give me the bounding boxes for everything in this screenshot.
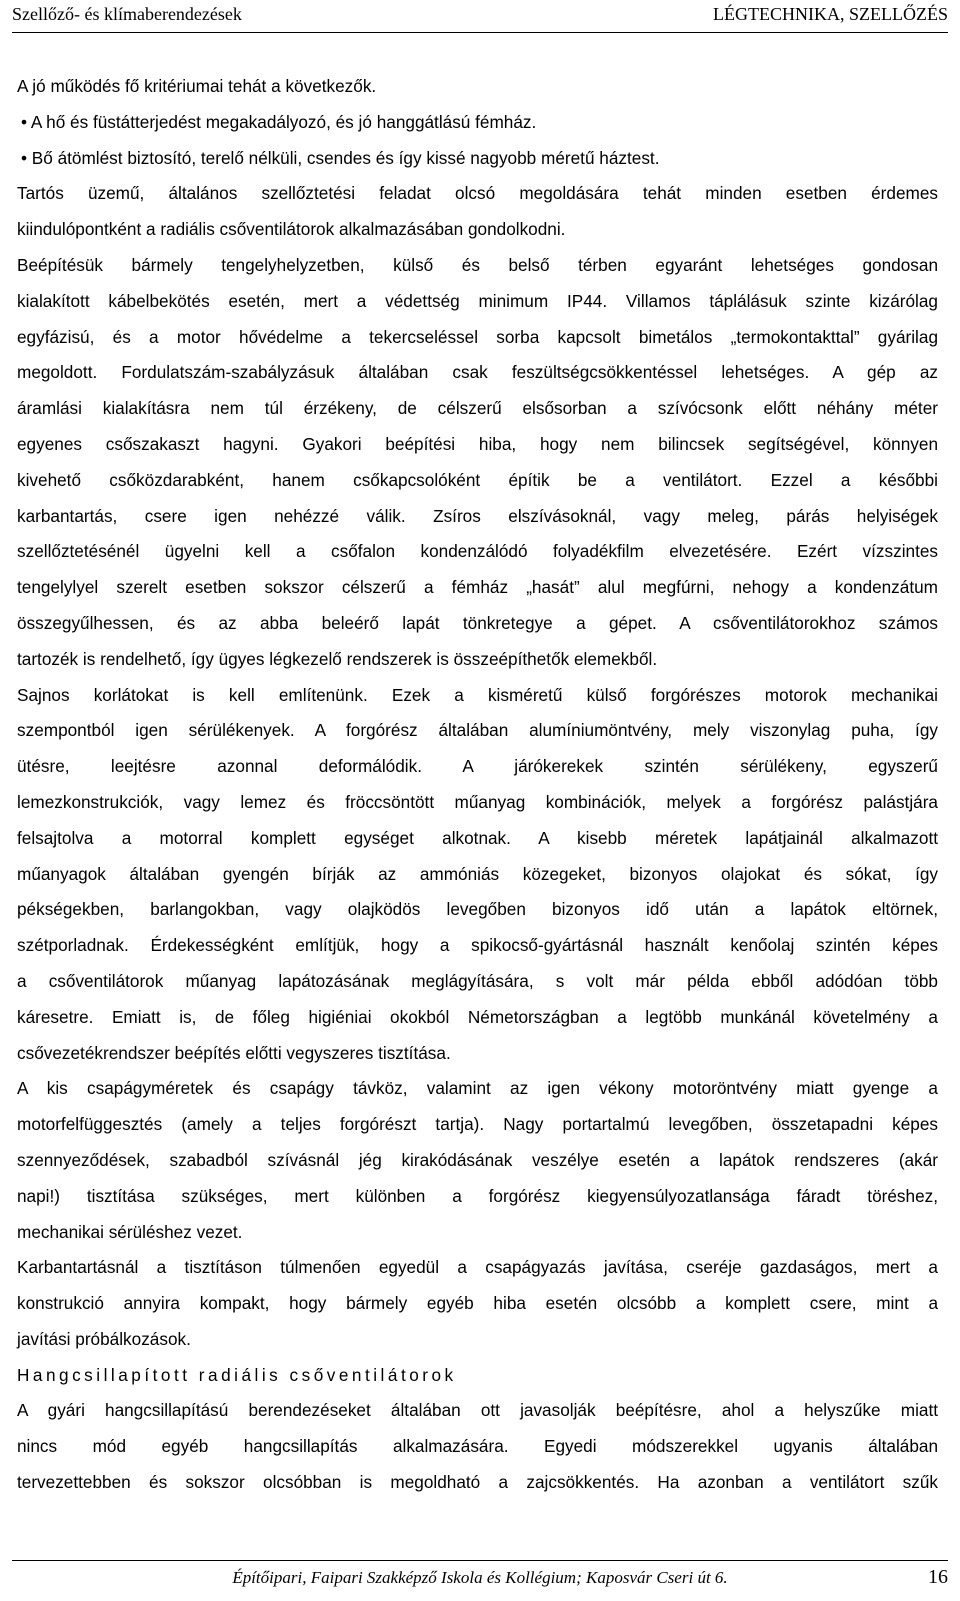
body-line: megoldott. Fordulatszám-szabályzásuk általában csak feszültségcsökkentéssel lehetséges. A gép az (17, 362, 938, 383)
body-line: nincs mód egyéb hangcsillapítás alkalmazására. Egyedi módszerekkel ugyanis általában (17, 1436, 938, 1457)
body-line: műanyagok általában gyengén bírják az ammóniás közegeket, bizonyos olajokat és sókat, így (17, 863, 938, 884)
body-line: szennyeződések, szabadból szívásnál jég kirakódásának veszélye esetén a lapátok rendszeres (akár (17, 1149, 938, 1170)
body-line: Karbantartásnál a tisztításon túlmenően egyedül a csapágyazás javítása, cseréje gazdaságos, mert a (17, 1257, 938, 1278)
body-line: a csőventilátorok műanyag lapátozásának meglágyítására, s volt már példa ebből adódóan több (17, 970, 938, 991)
body-line: szellőztetésénél ügyelni kell a csőfalon kondenzálódó folyadékfilm elvezetésére. Ezért vízszintes (17, 541, 938, 562)
body-line: kialakított kábelbekötés esetén, mert a védettség minimum IP44. Villamos táplálásuk szinte kizárólag (17, 290, 938, 311)
body-line: egyenes csőszakaszt hagyni. Gyakori beépítési hiba, hogy nem bilincsek segítségével, könnyen (17, 433, 938, 454)
body-line: Beépítésük bármely tengelyhelyzetben, külső és belső térben egyaránt lehetséges gondosan (17, 254, 938, 275)
body-line: felsajtolva a motorral komplett egységet alkotnak. A kisebb méretek lapátjainál alkalmazott (17, 827, 938, 848)
body-line: A kis csapágyméretek és csapágy távköz, valamint az igen vékony motoröntvény miatt gyenge a (17, 1078, 938, 1099)
document-body (17, 69, 938, 1501)
body-line: tervezettebben és sokszor olcsóbban is megoldható a zajcsökkentés. Ha azonban a ventilátort szűk (17, 1472, 938, 1493)
body-line: javítási próbálkozások. (17, 1328, 191, 1349)
body-line: Tartós üzemű, általános szellőztetési feladat olcsó megoldására tehát minden esetben érdemes (17, 183, 938, 204)
header-left-title: Szellőző- és klímaberendezések (12, 4, 242, 24)
body-line: mechanikai sérüléshez vezet. (17, 1221, 243, 1242)
footer-rule (12, 1560, 948, 1561)
body-line: ütésre, leejtésre azonnal deformálódik. A járókerekek szintén sérülékeny, egyszerű (17, 756, 938, 777)
body-line: pékségekben, barlangokban, vagy olajködös levegőben bizonyos idő után a lapátok eltörnek, (17, 899, 938, 920)
body-line: Sajnos korlátokat is kell említenünk. Ezek a kisméretű külső forgórészes motorok mechanikai (17, 684, 938, 705)
footer-institution: Építőipari, Faipari Szakképző Iskola és Kollégium; Kaposvár Cseri út 6. (232, 1568, 728, 1587)
body-line: lemezkonstrukciók, vagy lemez és fröccsöntött műanyag kombinációk, melyek a forgórész palástjára (17, 791, 938, 812)
body-line: tengelylyel szerelt esetben sokszor célszerű a fémház „hasát” alul megfúrni, nehogy a kondenzátum (17, 577, 938, 598)
body-line: motorfelfüggesztés (amely a teljes forgórészt tartja). Nagy portartalmú levegőben, összetapadni képes (17, 1114, 938, 1135)
page-footer (12, 1560, 948, 1596)
bullet-item: • A hő és füstátterjedést megakadályozó, és jó hanggátlású fémház. (21, 111, 537, 132)
body-line: napi!) tisztítása szükséges, mert különben a forgórész kiegyensúlyozatlansága fáradt töréshez, (17, 1185, 938, 1206)
body-line: A gyári hangcsillapítású berendezéseket általában ott javasolják beépítésre, ahol a helyszűke miatt (17, 1400, 938, 1421)
body-line: szempontból igen sérülékenyek. A forgórész általában alumíniumöntvény, mely viszonylag puha, így (17, 720, 938, 741)
body-line: A jó működés fő kritériumai tehát a következők. (17, 76, 377, 96)
page-header (12, 0, 948, 33)
section-heading: Hangcsillapított radiális csőventilátorok (17, 1364, 457, 1385)
body-line: tartozék is rendelhető, így ügyes légkezelő rendszerek is összeépíthetők elemekből. (17, 648, 658, 669)
body-line: szétporladnak. Érdekességként említjük, hogy a spikocső-gyártásnál használt kenőolaj szintén képes (17, 935, 938, 956)
body-line: összegyűlhessen, és az abba beleérő lapát tönkretegye a gépet. A csőventilátorokhoz számos (17, 612, 938, 633)
header-right-title: LÉGTECHNIKA, SZELLŐZÉS (713, 4, 948, 24)
body-line: káresetre. Emiatt is, de főleg higiéniai okokból Németországban a legtöbb munkánál követelmény a (17, 1006, 938, 1027)
page-number: 16 (928, 1566, 948, 1588)
body-line: áramlási kialakításra nem túl érzékeny, de célszerű elsősorban a szívócsonk előtt néhány méter (17, 398, 938, 419)
bullet-item: • Bő átömlést biztosító, terelő nélküli, csendes és így kissé nagyobb méretű háztest. (21, 147, 660, 168)
body-line: csővezetékrendszer beépítés előtti vegyszeres tisztítása. (17, 1042, 451, 1063)
body-line: kivehető csőközdarabként, hanem csőkapcsolóként építik be a ventilátort. Ezzel a későbbi (17, 469, 938, 490)
body-line: konstrukció annyira kompakt, hogy bármely egyéb hiba esetén olcsóbb a komplett csere, mint a (17, 1293, 938, 1314)
body-line: egyfázisú, és a motor hővédelme a tekercseléssel sorba kapcsolt bimetálos „termokontakttal” gyárilag (17, 326, 938, 347)
body-line: karbantartás, csere igen nehézzé válik. Zsíros elszívásoknál, vagy meleg, párás helyiségek (17, 505, 938, 526)
body-line: kiindulópontként a radiális csőventilátorok alkalmazásában gondolkodni. (17, 219, 566, 240)
